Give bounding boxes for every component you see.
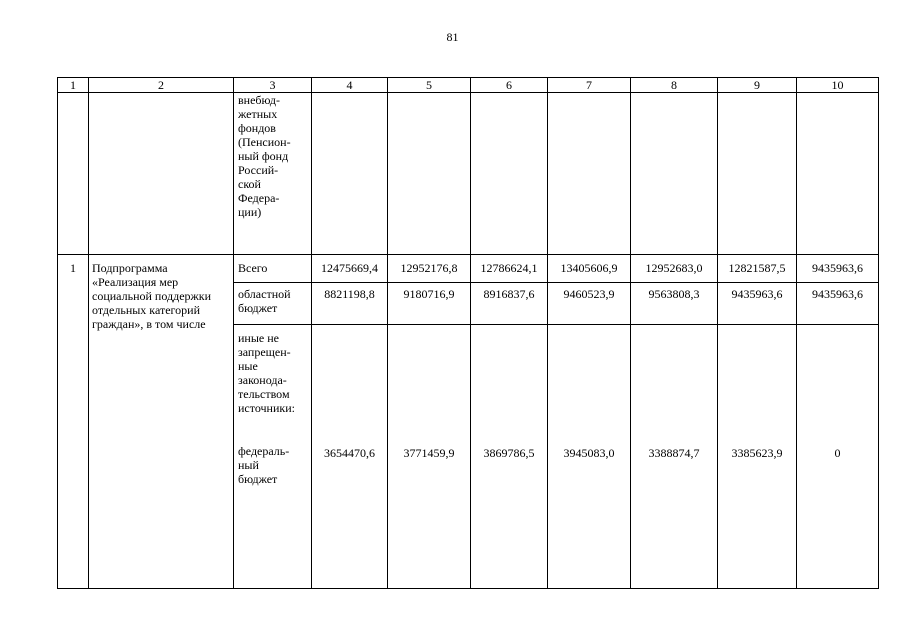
col-header-5: 5 xyxy=(388,78,471,93)
funding-source: иные не запрещен- ные законода- тельством источники: xyxy=(238,331,295,415)
program-name: Подпрограмма «Реализация мер социальной поддержки отдельных категорий граждан», в том числе xyxy=(89,255,234,589)
col-header-8: 8 xyxy=(631,78,718,93)
continuation-row xyxy=(58,93,879,255)
value-cell: 9563808,3 xyxy=(631,283,718,325)
funding-source: областной бюджет xyxy=(234,283,312,325)
budget-table xyxy=(57,77,879,589)
value-cell: 3869786,5 xyxy=(471,325,548,589)
value-cell: 9460523,9 xyxy=(548,283,631,325)
col-header-3: 3 xyxy=(234,78,312,93)
col-header-6: 6 xyxy=(471,78,548,93)
value-cell: 9180716,9 xyxy=(388,283,471,325)
value-cell: 3385623,9 xyxy=(718,325,797,589)
value-cell: 12952683,0 xyxy=(631,255,718,283)
funding-source: Всего xyxy=(234,255,312,283)
value-cell: 3388874,7 xyxy=(631,325,718,589)
funding-source: федераль- ный бюджет xyxy=(238,444,290,486)
col-header-1: 1 xyxy=(58,78,89,93)
value-cell: 0 xyxy=(797,325,879,589)
col-header-2: 2 xyxy=(89,78,234,93)
column-number-row xyxy=(58,78,879,93)
value-cell: 3771459,9 xyxy=(388,325,471,589)
value-cell: 13405606,9 xyxy=(548,255,631,283)
program-number: 1 xyxy=(58,255,89,589)
col-header-10: 10 xyxy=(797,78,879,93)
table-row xyxy=(58,255,879,283)
value-cell: 12475669,4 xyxy=(312,255,388,283)
funding-source: внебюд- жетных фондов (Пенсион- ный фонд Россий- ской Федера- ции) xyxy=(234,93,312,255)
value-cell: 8821198,8 xyxy=(312,283,388,325)
value-cell: 8916837,6 xyxy=(471,283,548,325)
value-cell: 9435963,6 xyxy=(797,255,879,283)
value-cell: 9435963,6 xyxy=(797,283,879,325)
col-header-9: 9 xyxy=(718,78,797,93)
page-number: 81 xyxy=(446,30,459,44)
value-cell: 3654470,6 xyxy=(312,325,388,589)
value-cell: 9435963,6 xyxy=(718,283,797,325)
value-cell: 3945083,0 xyxy=(548,325,631,589)
value-cell: 12821587,5 xyxy=(718,255,797,283)
value-cell: 12786624,1 xyxy=(471,255,548,283)
col-header-4: 4 xyxy=(312,78,388,93)
value-cell: 12952176,8 xyxy=(388,255,471,283)
col-header-7: 7 xyxy=(548,78,631,93)
